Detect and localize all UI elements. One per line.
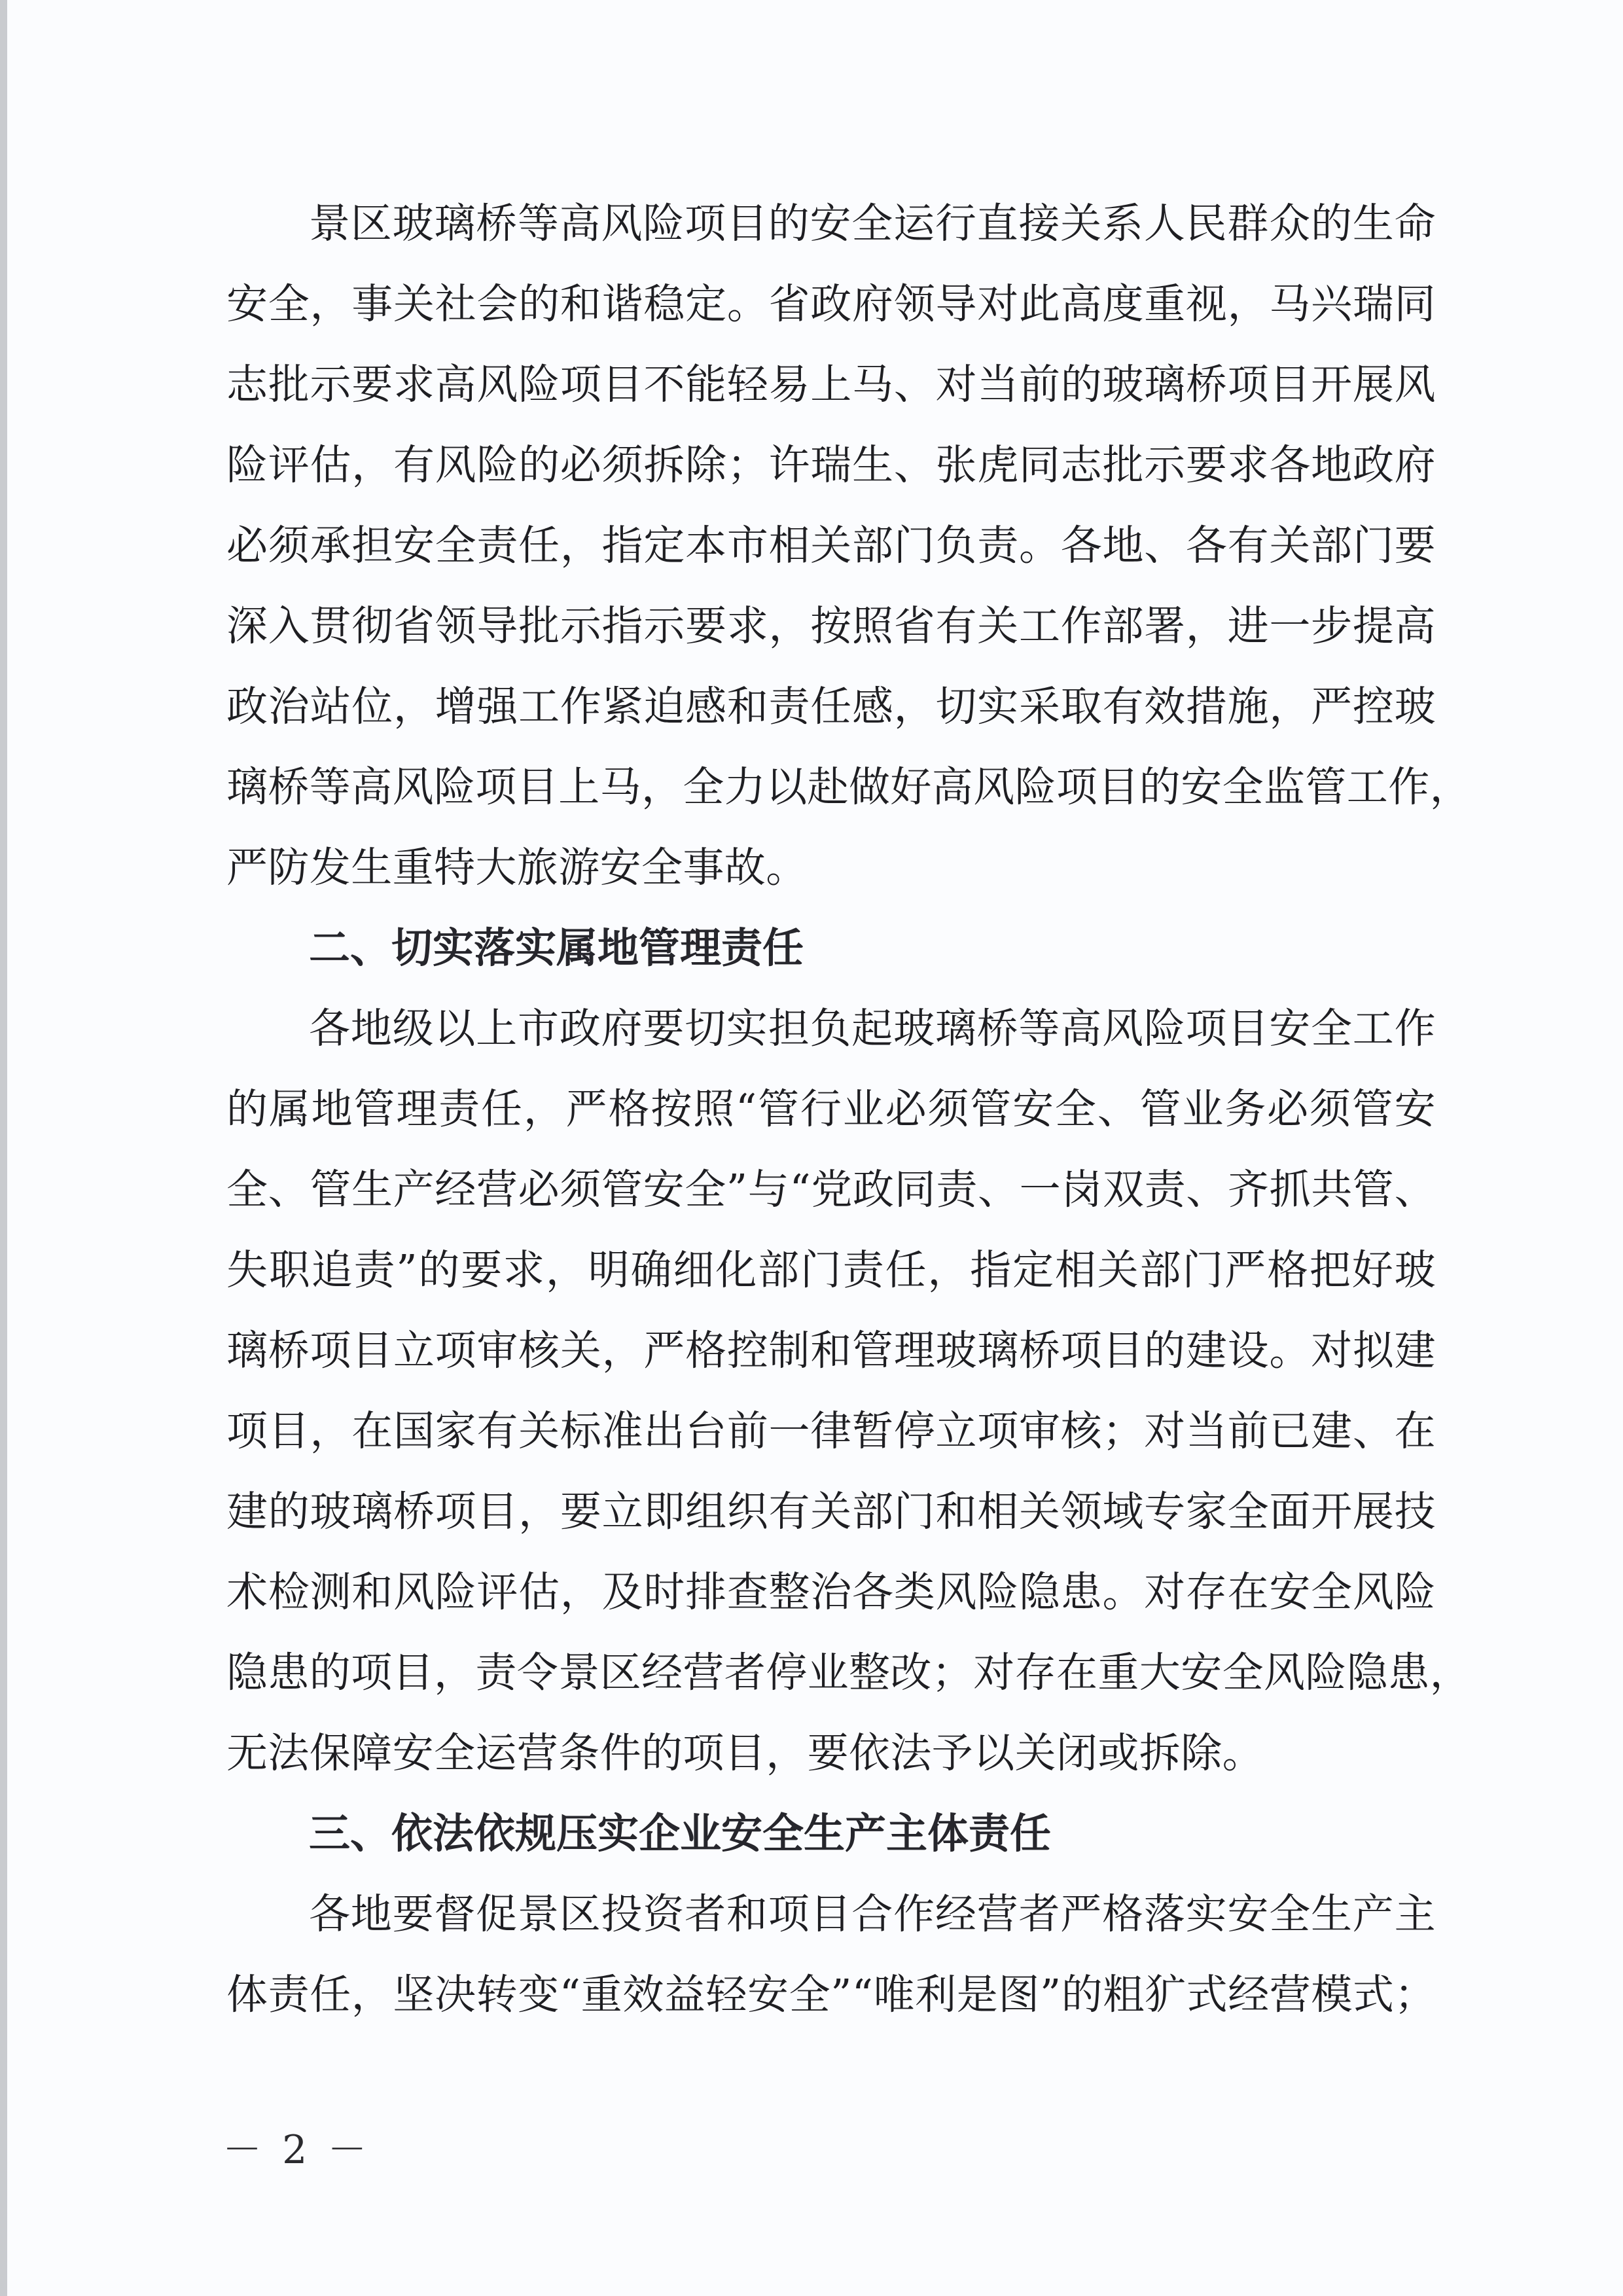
text-line: 璃桥等高风险项目上马，全力以赴做好高风险项目的安全监管工作， bbox=[226, 763, 1471, 811]
text-line: 的属地管理责任，严格按照“管行业必须管安全、管业务必须管安 bbox=[226, 1085, 1436, 1133]
text-line: 深入贯彻省领导批示指示要求，按照省有关工作部署，进一步提高 bbox=[226, 602, 1436, 650]
paragraph-section-3 bbox=[226, 1874, 1436, 2035]
text-line: 景区玻璃桥等高风险项目的安全运行直接关系人民群众的生命 bbox=[309, 200, 1436, 247]
text-line: 术检测和风险评估，及时排查整治各类风险隐患。对存在安全风险 bbox=[226, 1568, 1436, 1616]
text-line: 隐患的项目，责令景区经营者停业整改；对存在重大安全风险隐患， bbox=[226, 1649, 1471, 1696]
text-line: 严防发生重特大旅游安全事故。 bbox=[226, 844, 808, 891]
page-number: － 2 － bbox=[223, 2127, 371, 2173]
text-line: 险评估，有风险的必须拆除；许瑞生、张虎同志批示要求各地政府 bbox=[226, 441, 1436, 489]
document-page bbox=[226, 183, 1471, 2035]
text-line: 各地要督促景区投资者和项目合作经营者严格落实安全生产主 bbox=[309, 1890, 1436, 1938]
section-heading-3: 三、依法依规压实企业安全生产主体责任 bbox=[309, 1810, 1051, 1857]
text-line: 项目，在国家有关标准出台前一律暂停立项审核；对当前已建、在 bbox=[226, 1407, 1436, 1455]
text-line: 璃桥项目立项审核关，严格控制和管理玻璃桥项目的建设。对拟建 bbox=[226, 1327, 1436, 1374]
text-line: 各地级以上市政府要切实担负起玻璃桥等高风险项目安全工作 bbox=[309, 1005, 1436, 1052]
paragraph-section-2 bbox=[226, 988, 1471, 1793]
text-line: 必须承担安全责任，指定本市相关部门负责。各地、各有关部门要 bbox=[226, 522, 1436, 569]
text-line: 失职追责”的要求，明确细化部门责任，指定相关部门严格把好玻 bbox=[226, 1246, 1436, 1294]
text-line: 安全，事关社会的和谐稳定。省政府领导对此高度重视，马兴瑞同 bbox=[226, 280, 1436, 328]
text-line: 政治站位，增强工作紧迫感和责任感，切实采取有效措施，严控玻 bbox=[226, 683, 1436, 730]
text-line: 全、管生产经营必须管安全”与“党政同责、一岗双责、齐抓共管、 bbox=[226, 1166, 1436, 1213]
text-line: 志批示要求高风险项目不能轻易上马、对当前的玻璃桥项目开展风 bbox=[226, 361, 1436, 408]
text-line: 无法保障安全运营条件的项目，要依法予以关闭或拆除。 bbox=[226, 1729, 1264, 1777]
section-heading-2: 二、切实落实属地管理责任 bbox=[309, 924, 804, 972]
scan-edge bbox=[0, 0, 7, 2296]
text-line: 建的玻璃桥项目，要立即组织有关部门和相关领域专家全面开展技 bbox=[226, 1488, 1436, 1535]
paragraph-intro bbox=[226, 183, 1471, 908]
text-line: 体责任，坚决转变“重效益轻安全”“唯利是图”的粗犷式经营模式； bbox=[226, 1971, 1436, 2018]
